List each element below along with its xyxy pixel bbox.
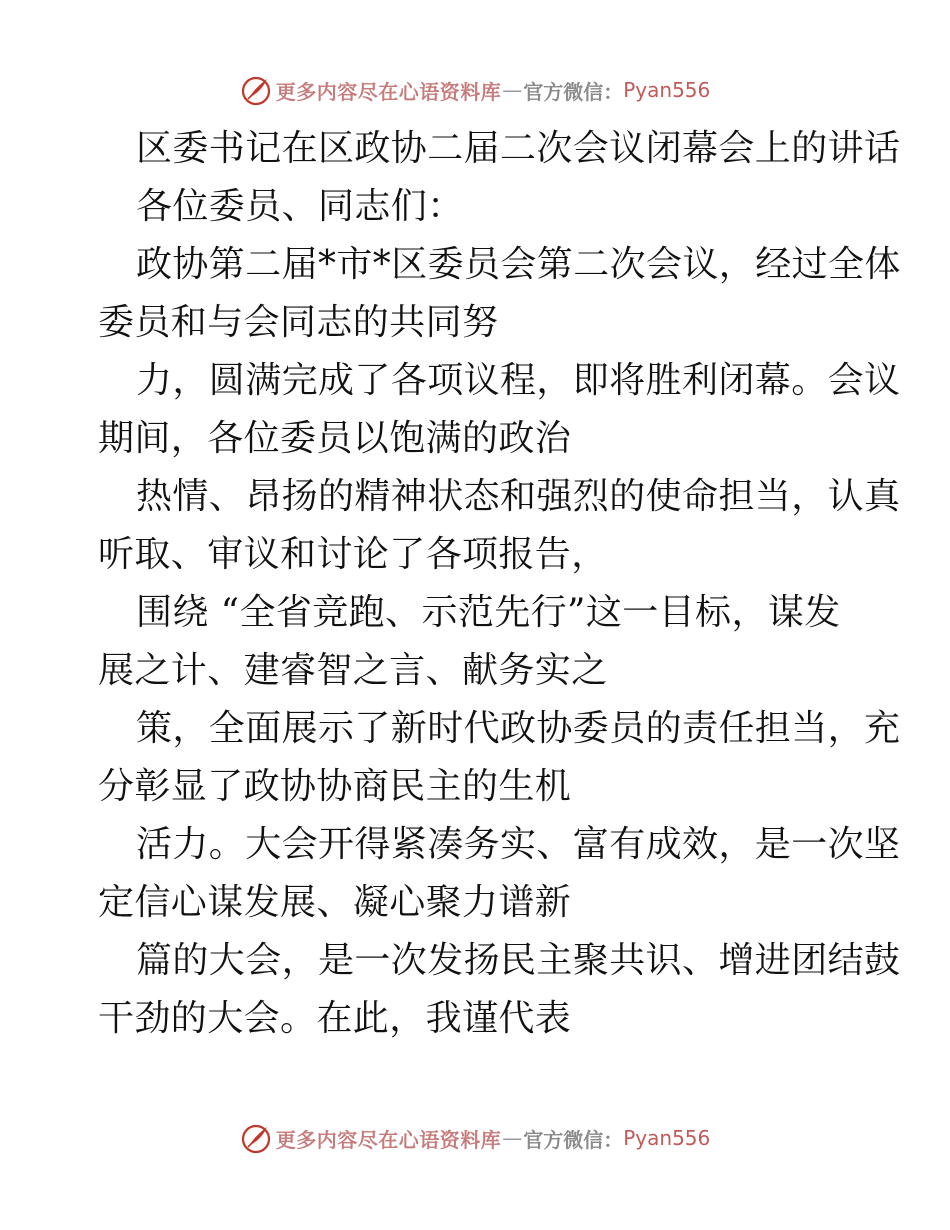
paragraph-line: 力，圆满完成了各项议程，即将胜利闭幕。会议 (136, 360, 901, 401)
watermark-wechat-label: 官方微信： (523, 1127, 624, 1152)
watermark-wechat-id: Pyan556 (623, 1126, 711, 1150)
footer-watermark (0, 1118, 950, 1158)
watermark-dash: — (502, 78, 523, 102)
paragraph-line: 活力。大会开得紧凑务实、富有成效，是一次坚 (136, 824, 901, 865)
paragraph-line: 展之计、建睿智之言、献务实之 (98, 650, 608, 691)
paragraph-line: 分彰显了政协协商民主的生机 (98, 766, 572, 807)
paragraph-line: 期间，各位委员以饱满的政治 (98, 418, 572, 459)
paragraph-line: 政协第二届*市*区委员会第二次会议，经过全体 (136, 244, 901, 285)
paragraph-line: 围绕 “全省竞跑、示范先行”这一目标，谋发 (136, 592, 841, 633)
document-title: 区委书记在区政协二届二次会议闭幕会上的讲话 (136, 128, 901, 169)
paragraph-line: 定信心谋发展、凝心聚力谱新 (98, 882, 572, 923)
paragraph-line: 策，全面展示了新时代政协委员的责任担当，充 (136, 708, 901, 749)
salutation: 各位委员、同志们： (136, 186, 464, 227)
paragraph-line: 委员和与会同志的共同努 (98, 302, 499, 343)
header-watermark (0, 70, 950, 110)
document-body (98, 120, 901, 1048)
watermark-wechat-label: 官方微信： (523, 79, 624, 104)
watermark-wechat-id: Pyan556 (623, 78, 711, 102)
paragraph-line: 听取、审议和讨论了各项报告， (98, 534, 608, 575)
quill-logo-icon (240, 74, 272, 106)
watermark-main-text: 更多内容尽在心语资料库 (275, 1127, 502, 1152)
paragraph-line: 篇的大会，是一次发扬民主聚共识、增进团结鼓 (136, 940, 901, 981)
paragraph-line: 热情、昂扬的精神状态和强烈的使命担当，认真 (136, 476, 901, 517)
quill-logo-icon (240, 1122, 272, 1154)
paragraph-line: 干劲的大会。在此，我谨代表 (98, 998, 572, 1039)
watermark-main-text: 更多内容尽在心语资料库 (275, 79, 502, 104)
watermark-dash: — (502, 1126, 523, 1150)
